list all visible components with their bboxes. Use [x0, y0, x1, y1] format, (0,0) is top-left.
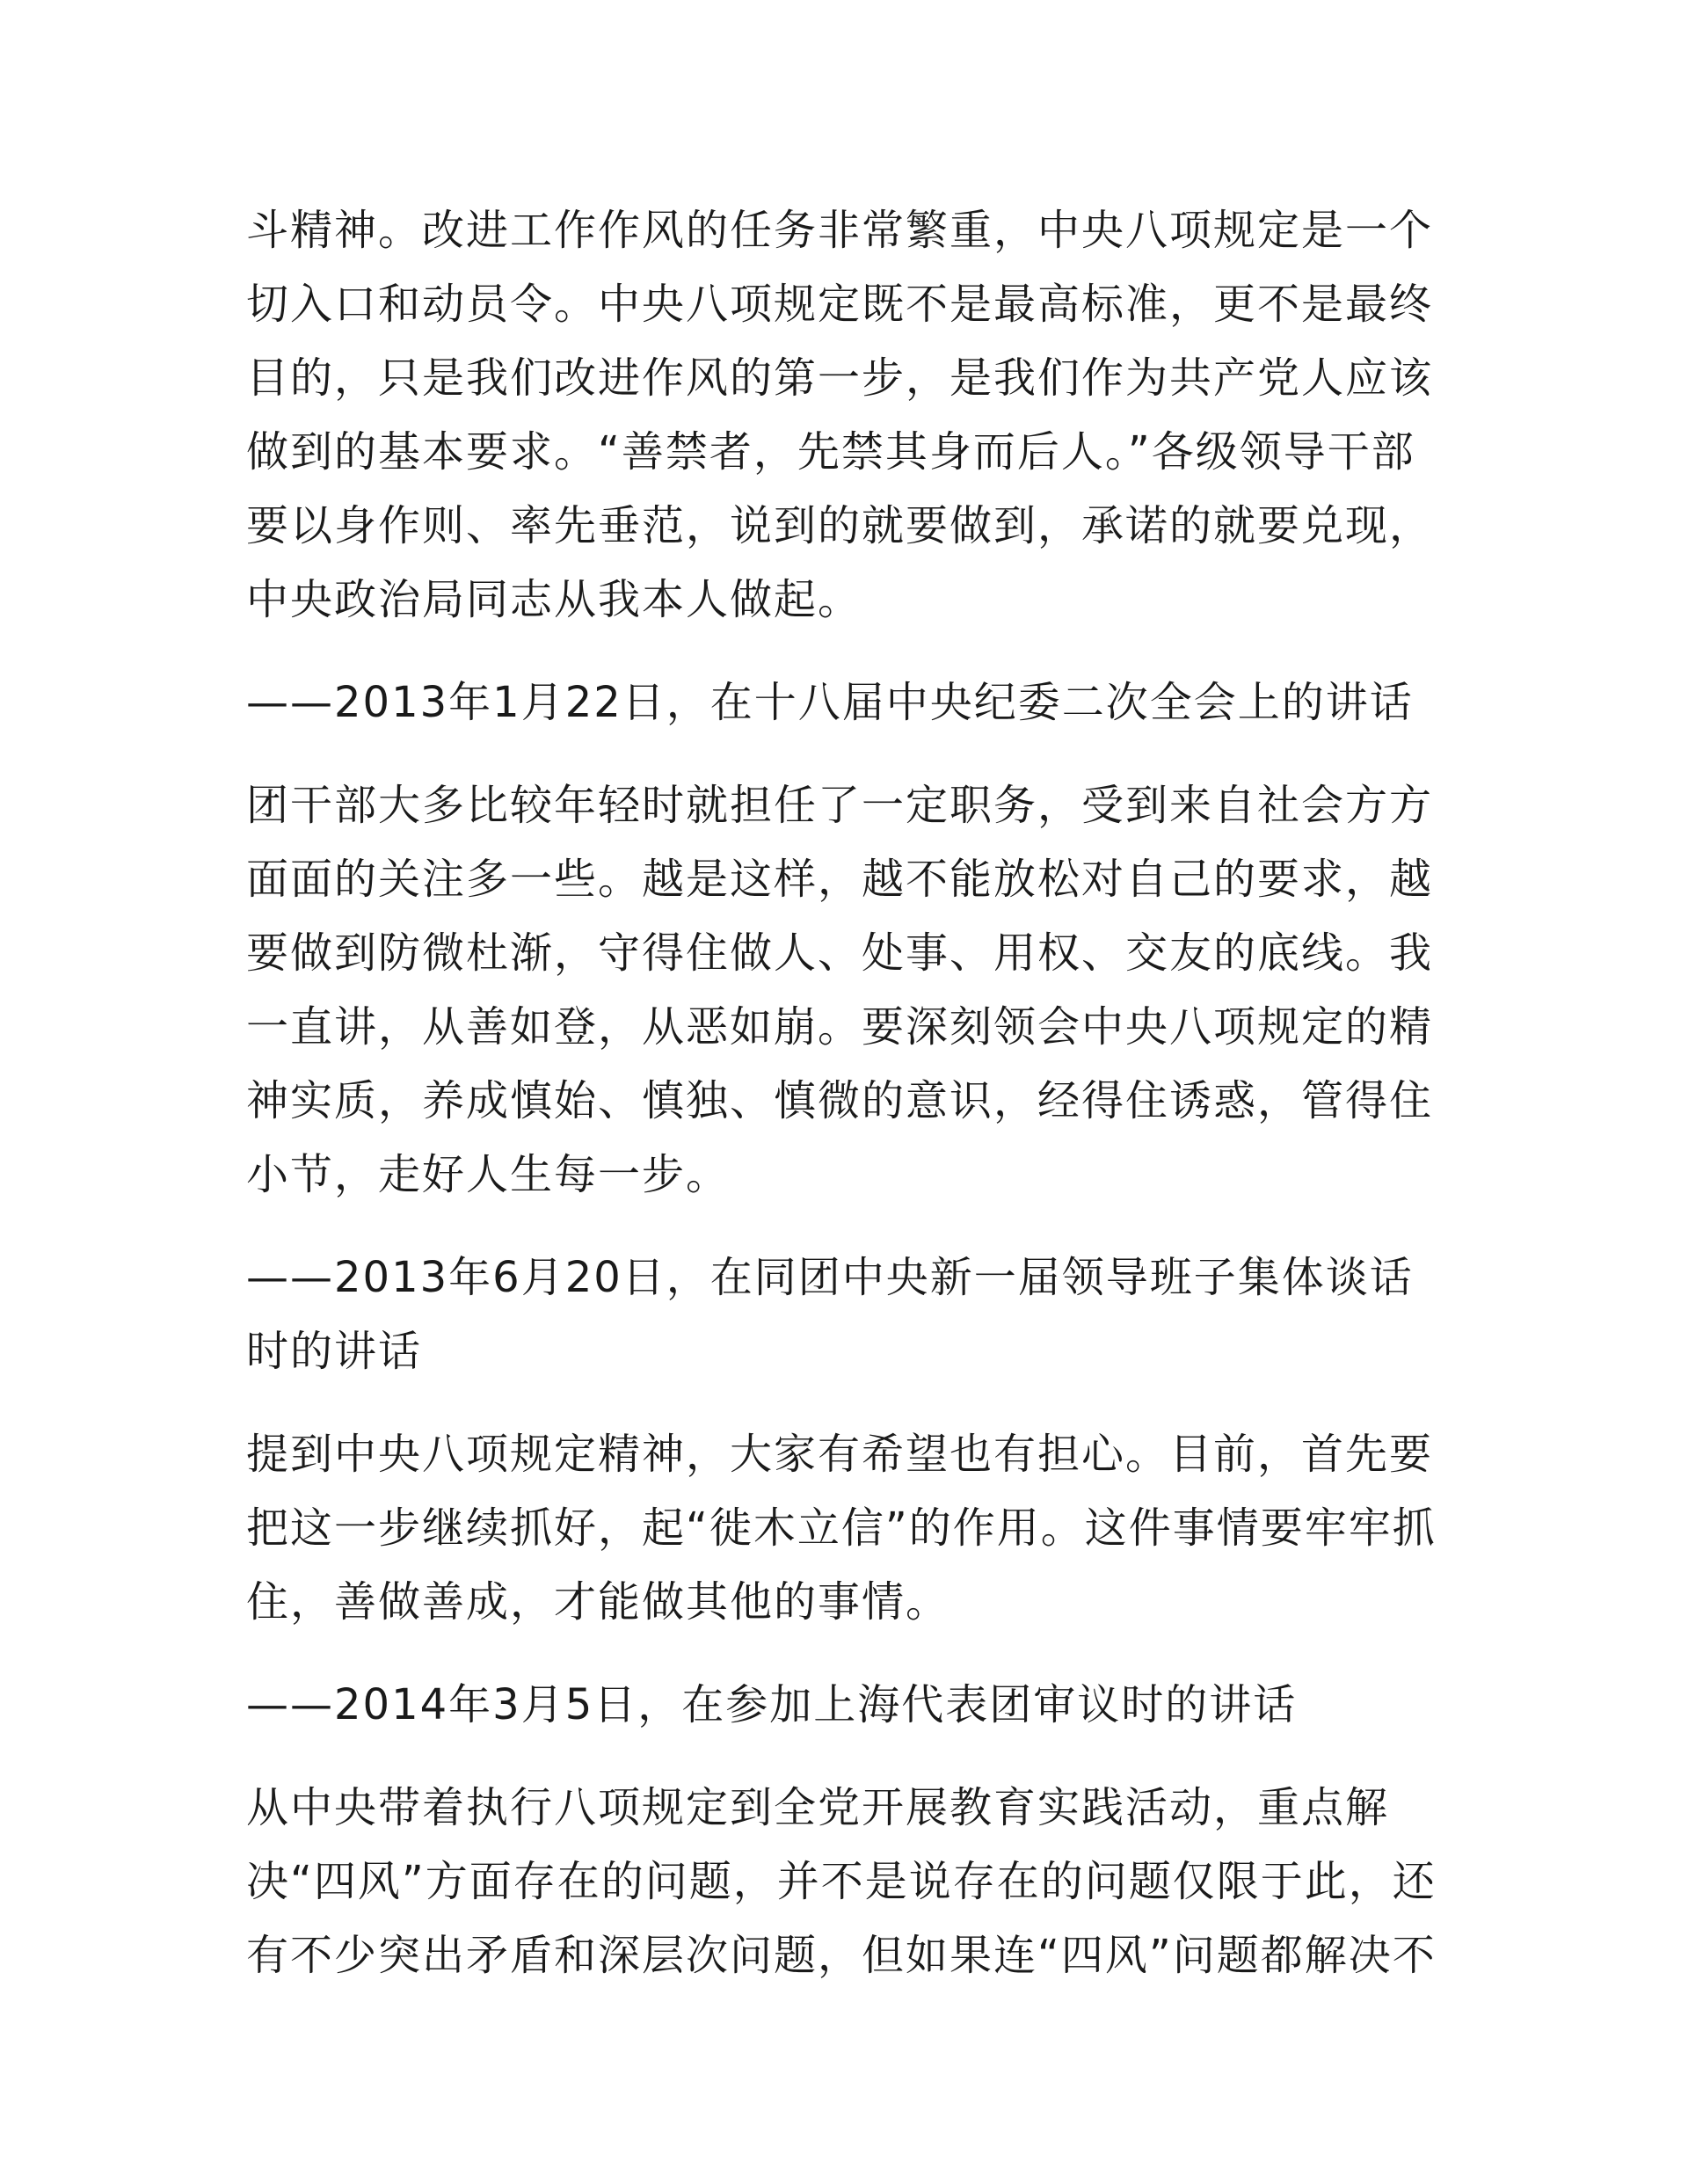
quote-paragraph-1: 斗精神。改进工作作风的任务非常繁重，中央八项规定是一个切入口和动员令。中央八项规定既不是最高标准，更不是最终目的，只是我们改进作风的第一步，是我们作为共产党人应该做到的基本要求。“善禁者，先禁其身而后人。”各级领导干部要以身作则、率先垂范，说到的就要做到，承诺的就要兑现，中央政治局同志从我本人做起。	[246, 206, 1434, 624]
source-attribution-2: ——2013年6月20日，在同团中央新一届领导班子集体谈话时的讲话	[246, 1253, 1414, 1376]
quote-paragraph-3: 提到中央八项规定精神，大家有希望也有担心。目前，首先要把这一步继续抓好，起“徙木立信”的作用。这件事情要牢牢抓住，善做善成，才能做其他的事情。	[246, 1430, 1437, 1627]
quote-paragraph-4: 从中央带着执行八项规定到全党开展教育实践活动，重点解决“四风”方面存在的问题，并不是说存在的问题仅限于此，还有不少突出矛盾和深层次问题，但如果连“四风”问题都解决不	[246, 1783, 1437, 1980]
source-attribution-3: ——2014年3月5日，在参加上海代表团审议时的讲话	[246, 1680, 1298, 1729]
quote-paragraph-2: 团干部大多比较年轻时就担任了一定职务，受到来自社会方方面面的关注多一些。越是这样，越不能放松对自己的要求，越要做到防微杜渐，守得住做人、处事、用权、交友的底线。我一直讲，从善如登，从恶如崩。要深刻领会中央八项规定的精神实质，养成慎始、慎独、慎微的意识，经得住诱惑，管得住小节，走好人生每一步。	[246, 781, 1434, 1199]
document-page	[246, 193, 1451, 2021]
source-attribution-1: ——2013年1月22日，在十八届中央纪委二次全会上的讲话	[246, 678, 1414, 727]
